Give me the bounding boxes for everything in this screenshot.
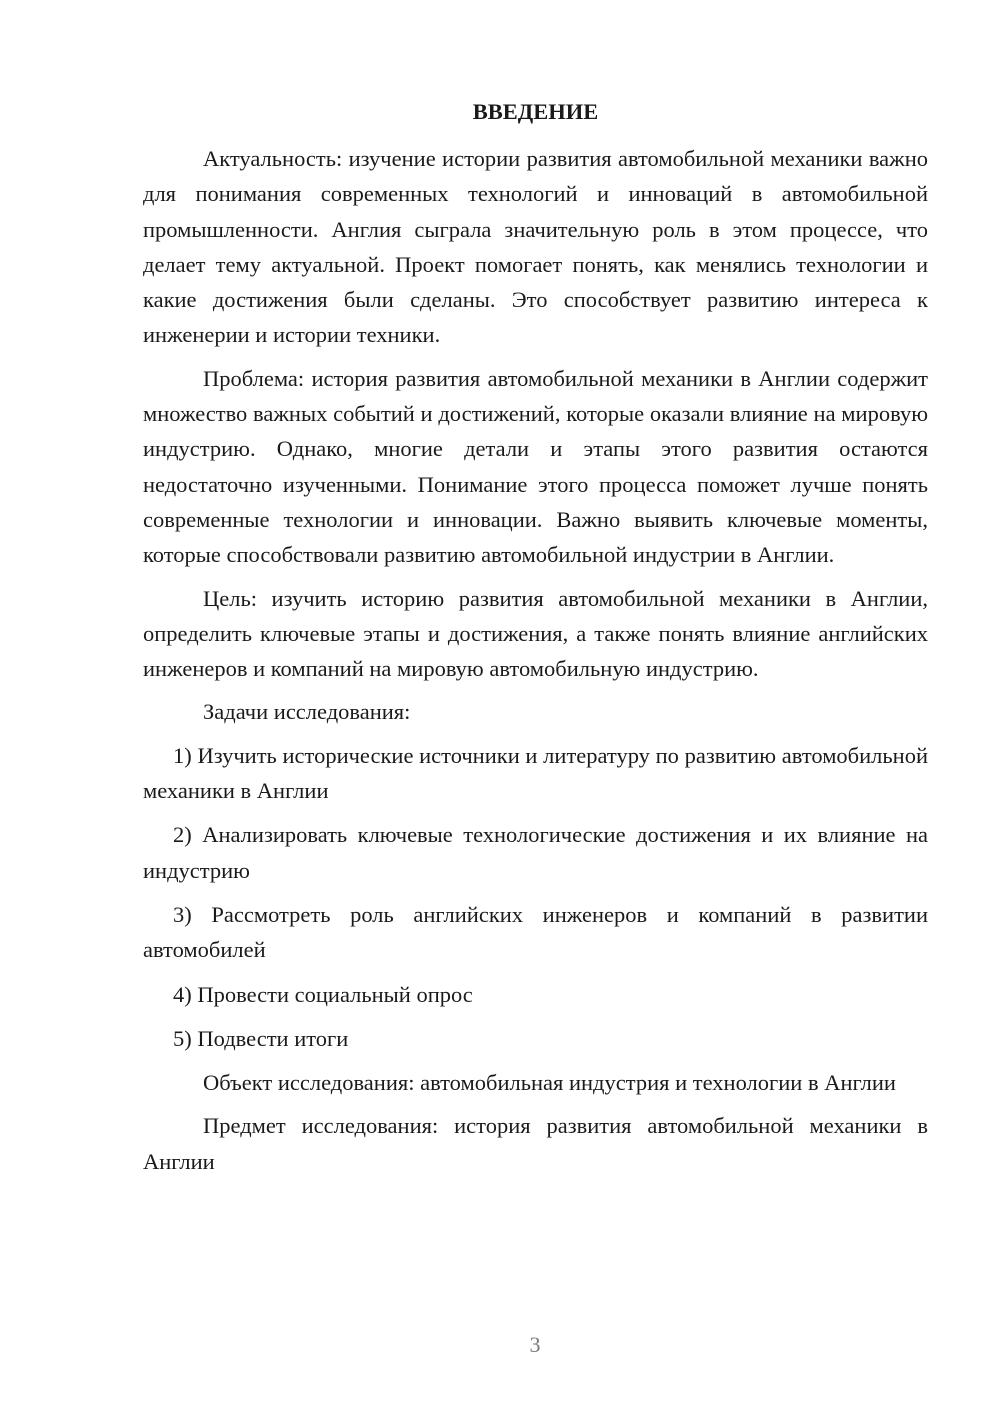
task-item: 4) Провести социальный опрос: [173, 981, 473, 1007]
tasks-heading: Задачи исследования:: [203, 699, 411, 725]
page-title: ВВЕДЕНИЕ: [472, 99, 599, 124]
task-item: 3) Рассмотреть роль английских инженеров и компаний в развитии автомобилей: [143, 901, 928, 963]
subject-paragraph: Предмет исследования: история развития автомобильной механики в Англии: [143, 1113, 928, 1174]
problem-paragraph: Проблема: история развития автомобильной механики в Англии содержит множество важных событий и достижений, которые оказали влияние на мировую индустрию. Однако, многие детали и этапы этого развития остаются недостаточно изученными. Понимание этого процесса поможет лучше понять современные технологии и инновации. Важно выявить ключевые моменты, которые способствовали развитию автомобильной индустрии в Англии.: [143, 365, 928, 568]
object-paragraph: Объект исследования: автомобильная индустрия и технологии в Англии: [203, 1070, 896, 1096]
goal-paragraph: Цель: изучить историю развития автомобильной механики в Англии, определить ключевые этапы и достижения, а также понять влияние английских инженеров и компаний на мировую автомобильную индустрию.: [143, 585, 928, 682]
task-item: 2) Анализировать ключевые технологические достижения и их влияние на индустрию: [143, 822, 928, 883]
task-item: 1) Изучить исторические источники и литературу по развитию автомобильной механики в Англии: [143, 742, 928, 804]
document-page: [143, 94, 928, 1187]
relevance-paragraph: Актуальность: изучение истории развития автомобильной механики важно для понимания современных технологий и инноваций в автомобильной промышленности. Англия сыграла значительную роль в этом процессе, что делает тему актуальной. Проект помогает понять, как менялись технологии и какие достижения были сделаны. Это способствует развитию интереса к инженерии и истории техники.: [143, 146, 928, 348]
page-number: 3: [529, 1332, 541, 1357]
task-item: 5) Подвести итоги: [173, 1025, 349, 1051]
